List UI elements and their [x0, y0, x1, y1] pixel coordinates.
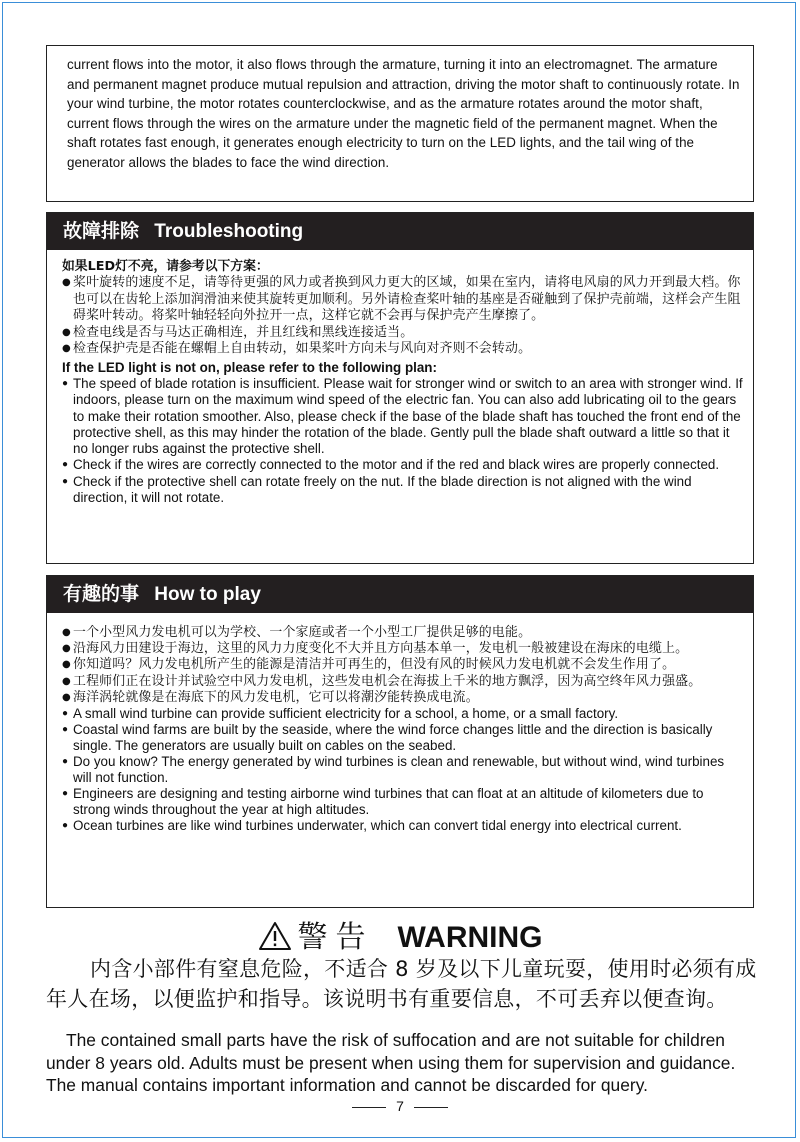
troubleshooting-title-en: Troubleshooting	[154, 221, 304, 242]
troubleshooting-subhead-en: If the LED light is not on, please refer to the following plan:	[62, 359, 437, 375]
how-to-play-list-en	[62, 706, 743, 834]
list-item: ● 你知道吗？风力发电机所产生的能源是清洁并可再生的，但没有风的时候风力发电机就不会发生作用了。	[62, 657, 743, 673]
list-item: ● Ocean turbines are like wind turbines underwater, which can convert tidal energy into electrical current.	[62, 818, 743, 834]
list-item: ● 海洋涡轮就像是在海底下的风力发电机，它可以将潮汐能转换成电流。	[62, 690, 743, 706]
troubleshooting-content	[47, 250, 753, 506]
troubleshooting-header	[47, 213, 753, 250]
warning-title-cn: 警告	[297, 920, 374, 955]
warning-title-en: WARNING	[397, 921, 543, 954]
page-number-rule-right	[414, 1107, 448, 1108]
list-item: ● 沿海风力田建设于海边，这里的风力力度变化不大并且方向基本单一，发电机一般被建设在海床的电缆上。	[62, 641, 743, 657]
troubleshooting-title-cn: 故障排除	[63, 220, 140, 242]
list-item: ● Check if the wires are correctly connected to the motor and if the red and black wires are properly connected.	[62, 457, 743, 473]
list-item: ● 工程师们正在设计并试验空中风力发电机，这些发电机会在海拔上千米的地方飘浮，因为高空终年风力强盛。	[62, 674, 743, 690]
list-item: ● 检查电线是否与马达正确相连，并且红线和黑线连接适当。	[62, 325, 743, 342]
page-number-rule-left	[352, 1107, 386, 1108]
list-item: ● 检查保护壳是否能在螺帽上自由转动，如果桨叶方向未与风向对齐则不会转动。	[62, 341, 743, 358]
list-item: ● Do you know? The energy generated by wind turbines is clean and renewable, but without wind, wind turbines will not function.	[62, 754, 743, 786]
how-to-play-content	[47, 613, 753, 834]
how-to-play-list-cn	[62, 625, 743, 706]
how-to-play-header	[47, 576, 753, 613]
list-item: ● Engineers are designing and testing airborne wind turbines that can float at an altitude of kilometers due to strong winds throughout the year at high altitudes.	[62, 786, 743, 818]
troubleshooting-section	[46, 212, 754, 564]
warning-text-en: The contained small parts have the risk of suffocation and are not suitable for children under 8 years old. Adults must be present when using them for supervision and guidance. The manual contains important information and cannot be discarded for query.	[46, 1030, 736, 1095]
list-item: ● 桨叶旋转的速度不足，请等待更强的风力或者换到风力更大的区域，如果在室内，请将电风扇的风力开到最大档。你也可以在齿轮上添加润滑油来使其旋转更加顺利。另外请检查桨叶轴的基座是否碰触到了保护壳前端，这样会产生阻碍桨叶转动。将桨叶轴轻轻向外拉开一点，这样它就不会再与保护壳产生摩擦了。	[62, 275, 743, 325]
page-number-value: 7	[396, 1098, 404, 1114]
how-to-play-title-cn: 有趣的事	[63, 583, 140, 605]
list-item: ● Check if the protective shell can rotate freely on the nut. If the blade direction is not aligned with the wind direction, it will not rotate.	[62, 474, 743, 507]
list-item: ● Coastal wind farms are built by the seaside, where the wind force changes little and the direction is basically single. The generators are usually built on cables on the seabed.	[62, 722, 743, 754]
warning-text-cn: 内含小部件有窒息危险，不适合 8 岁及以下儿童玩耍，使用时必须有成年人在场，以便监护和指导。该说明书有重要信息，不可丢弃以便查询。	[46, 957, 757, 1011]
list-item: ● 一个小型风力发电机可以为学校、一个家庭或者一个小型工厂提供足够的电能。	[62, 625, 743, 641]
intro-paragraph: current flows into the motor, it also flows through the armature, turning it into an electromagnet. The armature and permanent magnet produce mutual repulsion and attraction, driving the motor shaft to continuously rotate. In your wind turbine, the motor rotates counterclockwise, and as the armature rotates around the motor shaft, current flows through the wires on the armature under the magnetic field of the permanent magnet. When the shaft rotates fast enough, it generates enough electricity to turn on the LED lights, and the tail wing of the generator allows the blades to face the wind direction.	[67, 57, 740, 170]
how-to-play-title-en: How to play	[154, 584, 261, 605]
intro-section	[46, 45, 754, 202]
list-item: ● A small wind turbine can provide sufficient electricity for a school, a home, or a small factory.	[62, 706, 743, 722]
how-to-play-section	[46, 575, 754, 908]
list-item: ● The speed of blade rotation is insufficient. Please wait for stronger wind or switch to an area with stronger wind. If indoors, please turn on the maximum wind speed of the electric fan. You can also add lubricating oil to the gears to make their rotation smoother. Also, please check if the base of the blade shaft has touched the front end of the protective shell, as this may hinder the rotation of the blade. Gently pull the blade shaft outward a little so that it no longer rubs against the protective shell.	[62, 376, 743, 457]
troubleshooting-subhead-cn: 如果LED灯不亮，请参考以下方案：	[62, 259, 269, 274]
page-number	[0, 1097, 800, 1115]
troubleshooting-list-en	[62, 376, 743, 506]
troubleshooting-list-cn	[62, 275, 743, 358]
